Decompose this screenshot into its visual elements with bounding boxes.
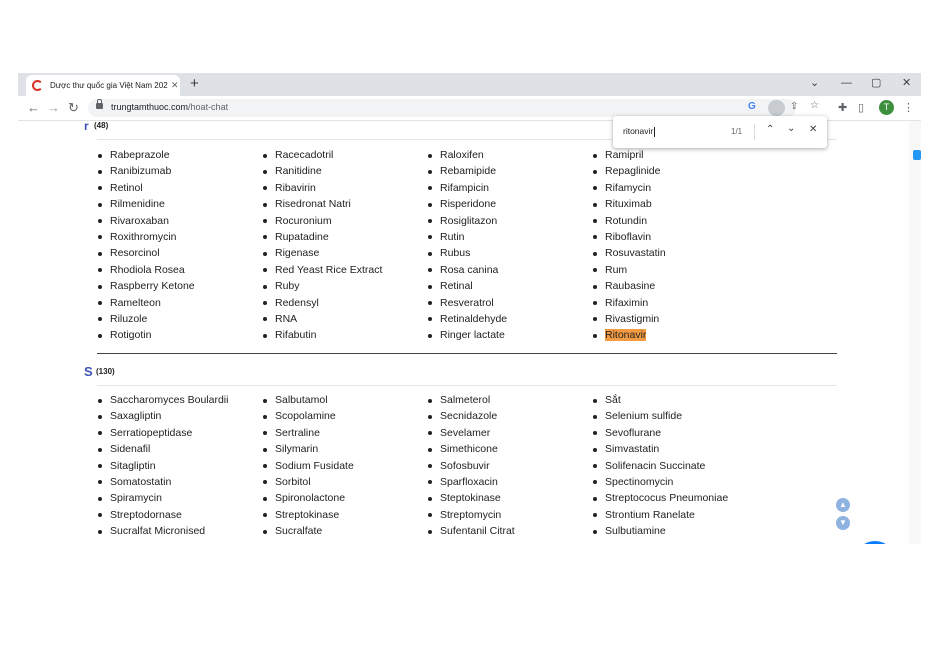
- browser-window: [18, 73, 921, 544]
- drug-link[interactable]: Ruby: [262, 278, 422, 294]
- drug-link[interactable]: Salmeterol: [427, 392, 587, 408]
- drug-link[interactable]: Sidenafil: [97, 441, 257, 457]
- tab-strip: [18, 73, 921, 96]
- section-count-r: (48): [94, 121, 109, 130]
- drug-link[interactable]: Selenium sulfide: [592, 408, 752, 424]
- drug-link[interactable]: Ringer lactate: [427, 327, 587, 343]
- drug-link[interactable]: Rebamipide: [427, 163, 587, 179]
- drug-link[interactable]: Risperidone: [427, 196, 587, 212]
- drug-link[interactable]: Silymarin: [262, 441, 422, 457]
- drug-link[interactable]: Ramelteon: [97, 295, 257, 311]
- drug-link[interactable]: Rituximab: [592, 196, 752, 212]
- list-column-r-3: [427, 147, 587, 344]
- drug-link[interactable]: Saxagliptin: [97, 408, 257, 424]
- drug-link[interactable]: Streptococus Pneumoniae: [592, 490, 752, 506]
- find-match-count: 1/1: [731, 127, 743, 136]
- drug-link[interactable]: Sevelamer: [427, 425, 587, 441]
- drug-link[interactable]: Ramipril: [592, 147, 752, 163]
- drug-link[interactable]: Rocuronium: [262, 213, 422, 229]
- drug-link[interactable]: Red Yeast Rice Extract: [262, 262, 422, 278]
- drug-link[interactable]: Serratiopeptidase: [97, 425, 257, 441]
- find-match-highlight: Ritonavir: [605, 329, 647, 342]
- drug-link[interactable]: Sitagliptin: [97, 458, 257, 474]
- list-column-r-2: [262, 147, 422, 344]
- drug-link[interactable]: Rupatadine: [262, 229, 422, 245]
- find-close-icon[interactable]: ✕: [809, 124, 818, 135]
- drug-link[interactable]: Redensyl: [262, 295, 422, 311]
- drug-link[interactable]: Simethicone: [427, 441, 587, 457]
- drug-link[interactable]: Ribavirin: [262, 180, 422, 196]
- bookmark-star-icon[interactable]: ☆: [810, 100, 819, 111]
- profile-avatar[interactable]: T: [879, 100, 894, 115]
- drug-link[interactable]: Sucralfat Micronised: [97, 523, 257, 539]
- section-count-s: (130): [96, 367, 115, 376]
- section-letter-s: S: [84, 364, 93, 379]
- scroll-down-icon[interactable]: ▼: [836, 516, 850, 530]
- drug-link[interactable]: Rifampicin: [427, 180, 587, 196]
- drug-link[interactable]: RNA: [262, 311, 422, 327]
- drug-link[interactable]: Repaglinide: [592, 163, 752, 179]
- drug-link[interactable]: Ranibizumab: [97, 163, 257, 179]
- drug-link[interactable]: Rubus: [427, 245, 587, 261]
- tab-search-icon[interactable]: ⌄: [810, 77, 820, 89]
- share-icon[interactable]: ⇪: [790, 101, 799, 112]
- section-divider: [97, 353, 837, 354]
- drug-link[interactable]: Sắt: [592, 392, 752, 408]
- drug-link[interactable]: Rosuvastatin: [592, 245, 752, 261]
- drug-link[interactable]: Rifabutin: [262, 327, 422, 343]
- drug-link[interactable]: Racecadotril: [262, 147, 422, 163]
- drug-link[interactable]: Retinol: [97, 180, 257, 196]
- drug-link[interactable]: Salbutamol: [262, 392, 422, 408]
- side-panel-icon[interactable]: ▯: [858, 102, 865, 114]
- list-column-s-3: [427, 392, 587, 540]
- drug-link[interactable]: Sulbutiamine: [592, 523, 752, 539]
- site-favicon-icon: [32, 80, 43, 91]
- drug-link[interactable]: Scopolamine: [262, 408, 422, 424]
- tab-close-icon[interactable]: ✕: [171, 80, 179, 90]
- drug-link[interactable]: Strontium Ranelate: [592, 507, 752, 523]
- find-input[interactable]: ritonavir: [623, 126, 654, 136]
- scrollbar-thumb[interactable]: [913, 150, 921, 160]
- page-scrollbar[interactable]: [909, 121, 921, 544]
- page-content: [18, 121, 921, 544]
- list-column-s-2: [262, 392, 422, 540]
- drug-link[interactable]: Spectinomycin: [592, 474, 752, 490]
- drug-link[interactable]: Sufentanil Citrat: [427, 523, 587, 539]
- find-separator: [754, 124, 755, 140]
- drug-link[interactable]: Retinal: [427, 278, 587, 294]
- drug-link[interactable]: Riboflavin: [592, 229, 752, 245]
- drug-link[interactable]: Resveratrol: [427, 295, 587, 311]
- drug-link[interactable]: Secnidazole: [427, 408, 587, 424]
- drug-link[interactable]: Ranitidine: [262, 163, 422, 179]
- drug-link[interactable]: Rum: [592, 262, 752, 278]
- drug-link[interactable]: Raspberry Ketone: [97, 278, 257, 294]
- drug-link[interactable]: Sevoflurane: [592, 425, 752, 441]
- close-window-button[interactable]: ✕: [902, 77, 912, 89]
- address-bar[interactable]: [88, 99, 819, 117]
- drug-link[interactable]: Rigenase: [262, 245, 422, 261]
- scroll-up-icon[interactable]: ▲: [836, 498, 850, 512]
- drug-link[interactable]: Saccharomyces Boulardii: [97, 392, 257, 408]
- drug-link[interactable]: Solifenacin Succinate: [592, 458, 752, 474]
- drug-link[interactable]: Sertraline: [262, 425, 422, 441]
- drug-link[interactable]: Spiramycin: [97, 490, 257, 506]
- find-next-icon[interactable]: ⌄: [787, 123, 796, 134]
- forward-arrow-icon[interactable]: →: [47, 100, 60, 115]
- drug-link[interactable]: Rosa canina: [427, 262, 587, 278]
- drug-link[interactable]: Steptokinase: [427, 490, 587, 506]
- drug-link[interactable]: Sparfloxacin: [427, 474, 587, 490]
- list-column-r-4: [592, 147, 752, 344]
- drug-link[interactable]: Rifaximin: [592, 295, 752, 311]
- extensions-puzzle-icon[interactable]: ✚: [838, 102, 848, 114]
- find-bar: [613, 116, 827, 148]
- drug-link[interactable]: Sucralfate: [262, 523, 422, 539]
- drug-link[interactable]: Riluzole: [97, 311, 257, 327]
- drug-link[interactable]: Rotundin: [592, 213, 752, 229]
- drug-link[interactable]: Rotigotin: [97, 327, 257, 343]
- tab-active[interactable]: [26, 75, 180, 96]
- drug-link[interactable]: Simvastatin: [592, 441, 752, 457]
- section-rule: [97, 385, 837, 386]
- drug-link[interactable]: Resorcinol: [97, 245, 257, 261]
- drug-link[interactable]: Retinaldehyde: [427, 311, 587, 327]
- drug-link[interactable]: Rosiglitazon: [427, 213, 587, 229]
- drug-link[interactable]: Sorbitol: [262, 474, 422, 490]
- drug-link[interactable]: Rivaroxaban: [97, 213, 257, 229]
- list-column-s-1: [97, 392, 257, 540]
- reload-icon[interactable]: ↻: [68, 100, 79, 115]
- drug-link[interactable]: [592, 327, 752, 343]
- minimize-button[interactable]: —: [841, 77, 852, 89]
- back-arrow-icon[interactable]: ←: [27, 100, 40, 115]
- list-column-s-4: [592, 392, 752, 540]
- drug-link[interactable]: Rabeprazole: [97, 147, 257, 163]
- drug-link[interactable]: Rilmenidine: [97, 196, 257, 212]
- drug-link[interactable]: Rivastigmin: [592, 311, 752, 327]
- drug-link[interactable]: Streptodornase: [97, 507, 257, 523]
- drug-link[interactable]: Sodium Fusidate: [262, 458, 422, 474]
- drug-link[interactable]: Raloxifen: [427, 147, 587, 163]
- drug-link[interactable]: Rhodiola Rosea: [97, 262, 257, 278]
- maximize-button[interactable]: ▢: [871, 77, 882, 89]
- list-column-r-1: [97, 147, 257, 344]
- drug-link[interactable]: Spironolactone: [262, 490, 422, 506]
- drug-link[interactable]: Roxithromycin: [97, 229, 257, 245]
- drug-link[interactable]: Streptokinase: [262, 507, 422, 523]
- drug-link[interactable]: Rutin: [427, 229, 587, 245]
- url-text[interactable]: trungtamthuoc.com/hoat-chat: [111, 102, 229, 112]
- drug-link[interactable]: Streptomycin: [427, 507, 587, 523]
- lock-icon: [96, 103, 103, 109]
- drug-link[interactable]: Risedronat Natri: [262, 196, 422, 212]
- drug-link[interactable]: Raubasine: [592, 278, 752, 294]
- find-in-page-icon[interactable]: [768, 100, 785, 116]
- drug-link[interactable]: Sofosbuvir: [427, 458, 587, 474]
- drug-index: [66, 121, 912, 544]
- drug-link[interactable]: Somatostatin: [97, 474, 257, 490]
- menu-kebab-icon[interactable]: ⋮: [903, 102, 914, 114]
- tab-title: Dược thư quốc gia Việt Nam 202: [50, 81, 168, 90]
- find-previous-icon[interactable]: ⌃: [766, 124, 775, 135]
- drug-link[interactable]: Rifamycin: [592, 180, 752, 196]
- new-tab-button[interactable]: +: [190, 75, 199, 92]
- section-letter-r: r: [84, 121, 89, 133]
- google-lens-icon[interactable]: G: [748, 101, 756, 112]
